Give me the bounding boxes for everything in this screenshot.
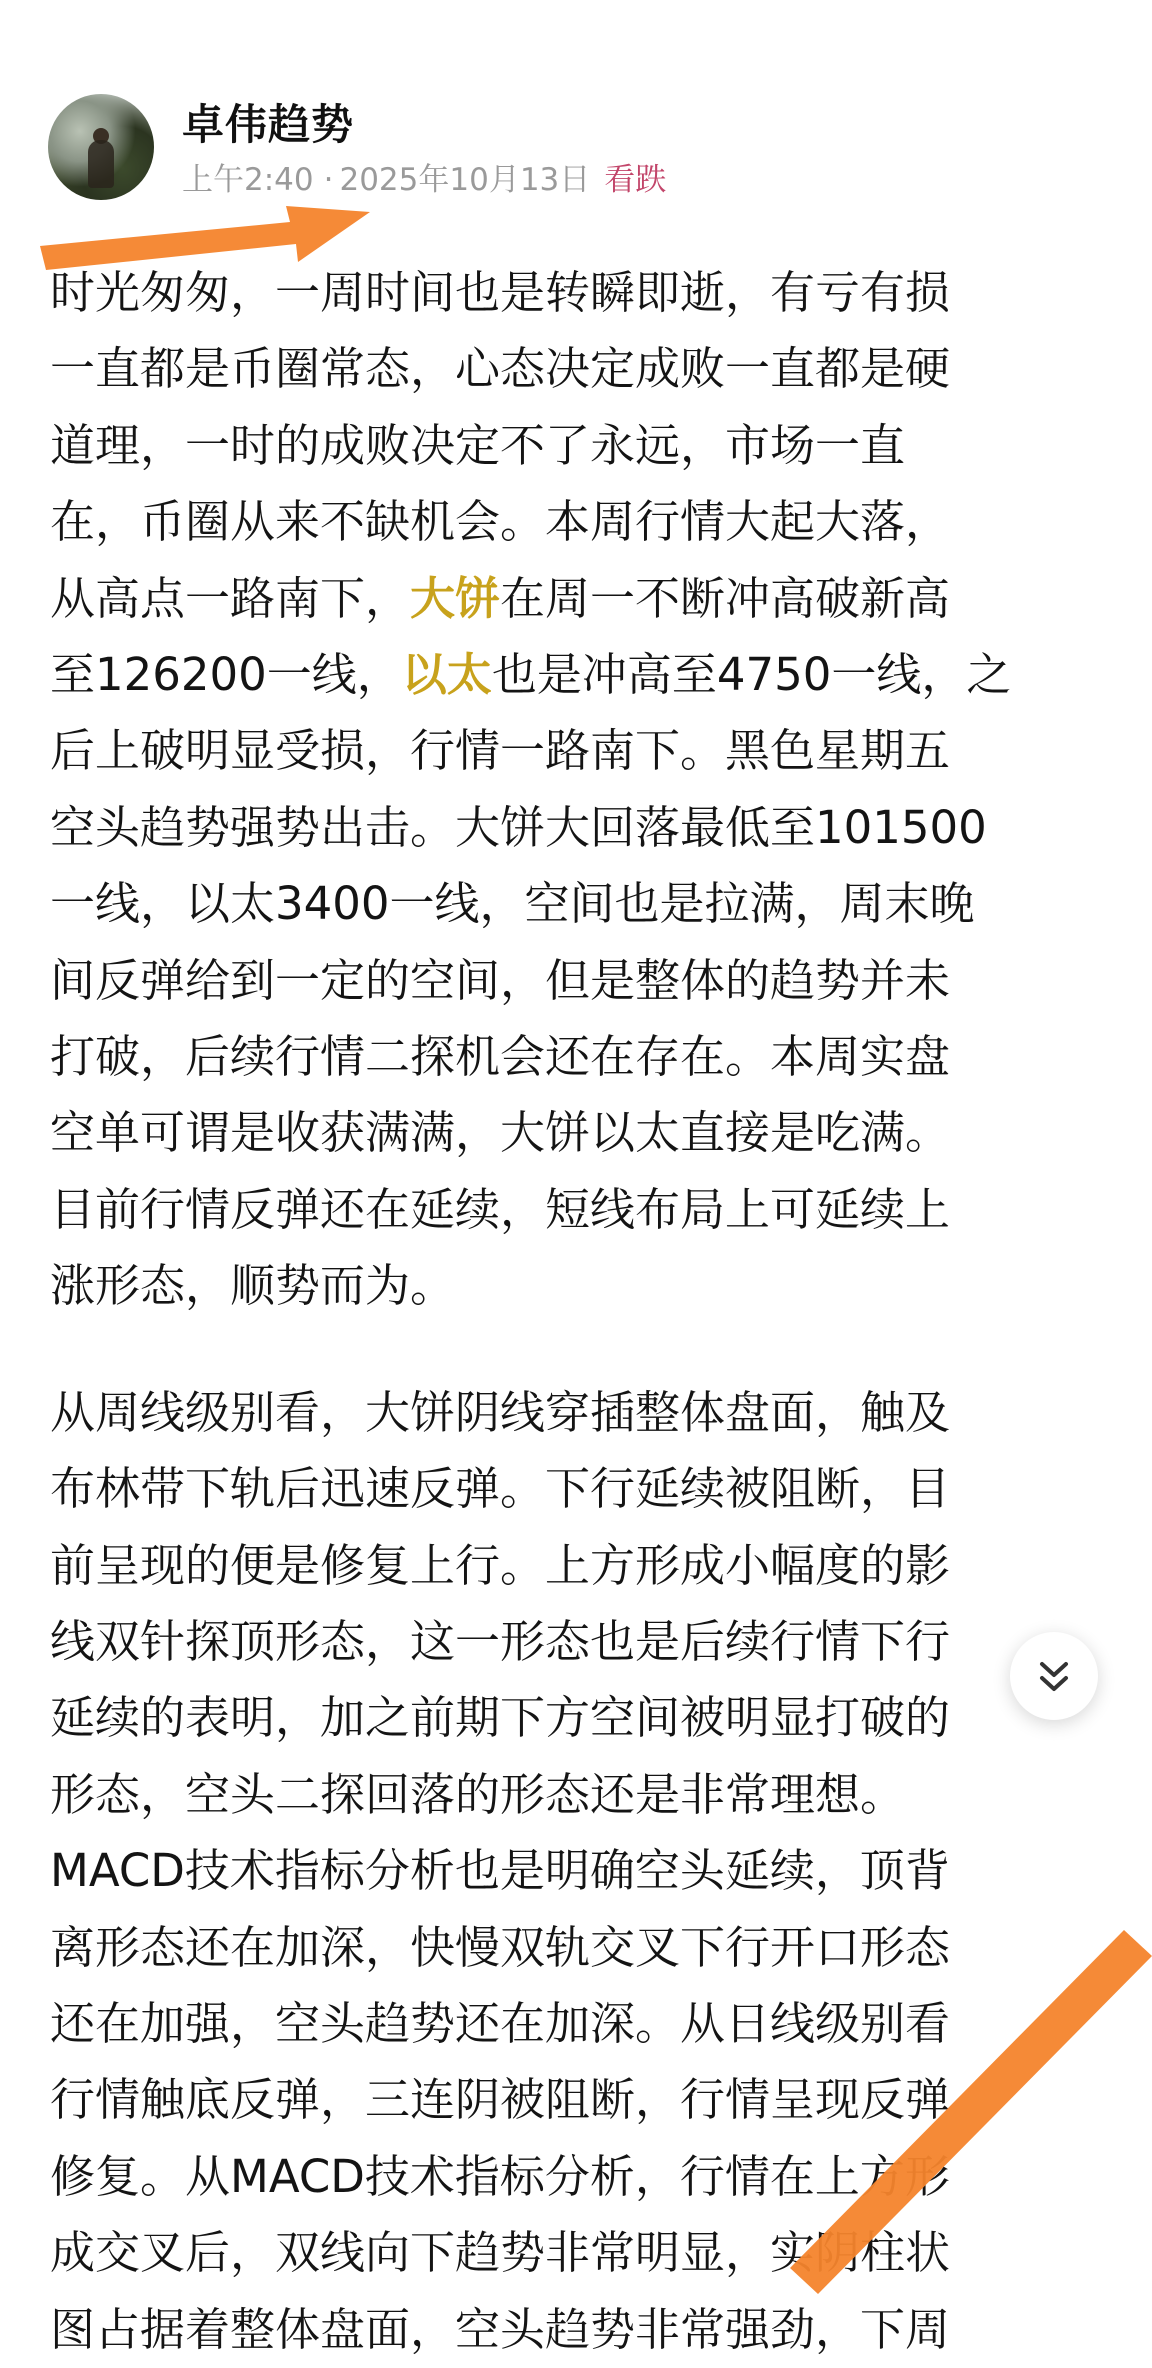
post-date: 2025年10月13日 xyxy=(339,162,591,198)
paragraph-1-text-a: 时光匆匆，一周时间也是转瞬即逝，有亏有损 一直都是币圈常态，心态决定成败一直都是硬 道理，一时的成败决定不了永远，市场一直 在，币圈从来不缺机会。本周行情大起大落， 从高点一路南下， xyxy=(50,266,951,625)
paragraph-1-text-c: 也是冲高至4750一线，之 后上破明显受损，行情一路南下。黑色星期五 空头趋势强势出击。大饼大回落最低至101500 一线，以太3400一线，空间也是拉满，周末晚 间反弹给到一定的空间，但是整体的趋势并未 打破，后续行情二探机会还在存在。本周实盘 空单可谓是收获满满，大饼以太直接是吃满。 目前行情反弹还在延续，短线布局上可延续上 涨形态，顺势而为。 xyxy=(50,648,1012,1313)
avatar-figure-body xyxy=(88,140,114,188)
double-chevron-down-icon xyxy=(1034,1656,1074,1696)
paragraph-1-text-b: 在周一不断冲高破新高 至126200一线， xyxy=(50,571,951,702)
author-name[interactable]: 卓伟趋势 xyxy=(182,100,355,149)
scroll-down-button[interactable] xyxy=(1010,1632,1098,1720)
meta-separator: · xyxy=(323,162,334,198)
annotation-arrow-bottom xyxy=(780,1930,1152,2294)
article-paragraph-1 xyxy=(50,255,1130,1325)
post-time: 上午2:40 xyxy=(182,162,314,198)
highlight-keyword-btc[interactable]: 大饼 xyxy=(410,571,501,625)
post-header xyxy=(48,92,1108,202)
avatar[interactable] xyxy=(48,94,154,200)
sentiment-tag[interactable]: 看跌 xyxy=(604,162,667,198)
article-paragraph-2: 从周线级别看，大饼阴线穿插整体盘面，触及 布林带下轨后迅速反弹。下行延续被阻断，目 前呈现的便是修复上行。上方形成小幅度的影 线双针探顶形态，这一形态也是后续行情下行 延续的表明，加之前期下方空间被明显打破的 形态，空头二探回落的形态还是非常理想。 MACD技术指标分析也是明确空头延续，顶背 离形态还在加深，快慢双轨交叉下行开口形态 还在加强，空头趋势还在加深。从日线级别看 行情触底反弹，三连阴被阻断，行情呈现反弹 修复。从MACD技术指标分析，行情在上方形 成交叉后，双线向下趋势非常明显，实阴柱状 图占据着整体盘面，空头趋势非常强劲，下周 xyxy=(50,1385,951,2356)
highlight-keyword-eth[interactable]: 以太 xyxy=(401,648,492,702)
